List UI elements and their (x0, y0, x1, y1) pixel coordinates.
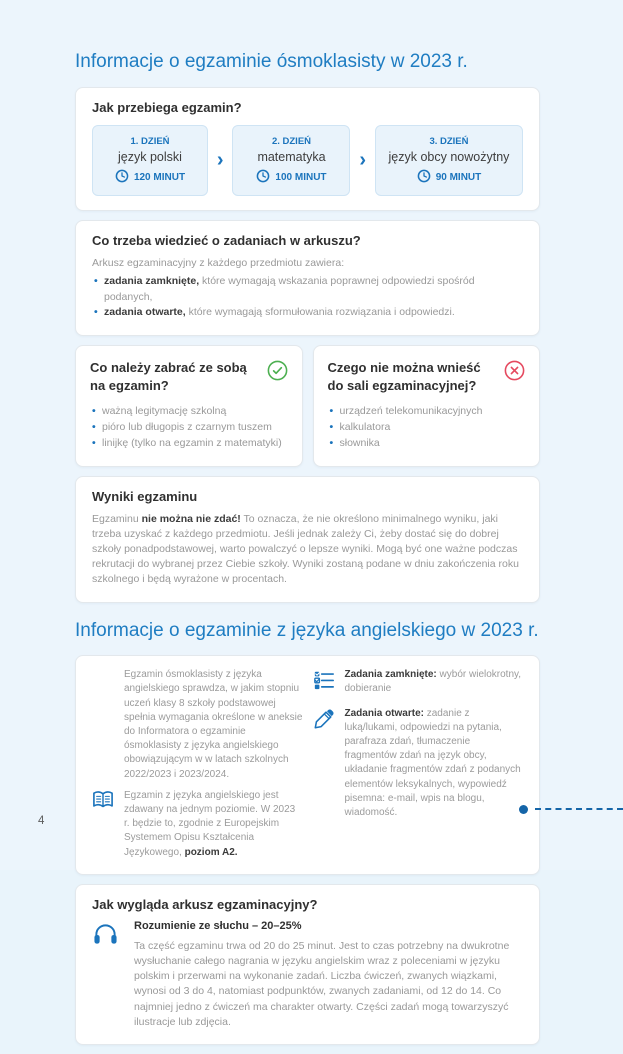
list-item: • zadania otwarte, które wymagają sformułowania rozwiązania i odpowiedzi. (92, 305, 523, 321)
results-paragraph: Egzaminu nie można nie zdać! To oznacza, że nie określono minimalnego wyniku, jaki trzeba uzyskać z każdego przedmiotu. Jeśli jednak zależy Ci, żeby dostać się do dobrej szkoły ponadpodstawowej, warto powalczyć o lepsze wyniki. Mogą być one ważne podczas rekrutacji do wybranej przez Ciebie szkoły. Wyniki zostaną podane w dniu zakończenia roku szkolnego i będą wyrażone w procentach. (92, 512, 519, 586)
bullet-icon: • (92, 421, 96, 433)
card-exam-results (75, 476, 540, 603)
bullet-icon: • (329, 436, 334, 449)
overview-paragraph-1: Egzamin ósmoklasisty z języka angielskiego sprawdza, w jakim stopniu uczeń klasy 8 szkoły podstawowej spełnia wymagania określone w aneksie do Informatora o egzaminie ósmoklasisty z języka angielskiego obowiązującym w w latach szkolnych 2022/2023 i 2023/2024. (124, 669, 303, 780)
list-item: • kalkulatora (328, 420, 526, 436)
decoration-dot (519, 805, 528, 814)
card-exam-sheet (75, 884, 540, 1045)
allowed-forbidden-row (75, 345, 540, 466)
page-number: 4 (38, 815, 45, 827)
tasks-heading: Co trzeba wiedzieć o zadaniach w arkuszu? (92, 232, 361, 248)
day-box-3 (375, 125, 523, 196)
day-box-2 (232, 125, 350, 196)
day-3-duration: 90 MINUT (382, 169, 516, 186)
page-title-english-exam: Informacje o egzaminie z języka angielskiego w 2023 r. (75, 619, 539, 641)
listening-paragraph: Ta część egzaminu trwa od 20 do 25 minut. Jest to czas potrzebny na dwukrotne wysłuchanie całego nagrania w języku angielskim wraz z poleceniami w języku polskim i przerwami na wykonanie zadań. Liczba ćwiczeń, zwanych wiązkami, wynosi od 3 do 4, natomiast podpunktów, zwanych zadaniami, od 12 do 14. Co najmniej jedno z ćwiczeń ma charakter otwarty. Części zadań mogą towarzyszyć ilustracje lub zdjęcia. (134, 939, 510, 1028)
overview-right-column (313, 668, 524, 859)
card-allowed-items (75, 345, 303, 466)
check-circle-icon (267, 360, 288, 381)
day-box-1 (92, 125, 208, 196)
list-item: • urządzeń telekomunikacyjnych (328, 404, 526, 420)
tasks-intro: Arkusz egzaminacyjny z każdego przedmiotu zawiera: (92, 256, 345, 269)
card-forbidden-items (313, 345, 541, 466)
x-circle-icon (504, 360, 525, 381)
allowed-heading: Co należy zabrać ze sobą na egzamin? (90, 360, 247, 393)
schedule-days (92, 125, 523, 196)
checklist-icon (313, 668, 345, 696)
day-1-duration: 120 MINUT (99, 169, 201, 186)
overview-paragraph-2: Egzamin z języka angielskiego jest zdawany na jednym poziomie. W 2023 r. będzie to, zgodnie z Europejskim Systemem Opisu Kształcenia Językowego, poziom A2. (124, 789, 296, 858)
list-item: • pióro lub długopis z czarnym tuszem (90, 420, 288, 436)
card-tasks-info (75, 220, 540, 336)
bullet-icon: • (329, 421, 334, 433)
page-title-exam-info: Informacje o egzaminie ósmoklasisty w 2023 r. (75, 51, 468, 72)
day-3-subject: język obcy nowożytny (388, 149, 510, 164)
bullet-icon: • (94, 274, 98, 287)
day-2-subject: matematyka (257, 149, 326, 164)
sheet-heading: Jak wygląda arkusz egzaminacyjny? (92, 896, 318, 912)
overview-left-column (92, 668, 303, 859)
bullet-icon: • (92, 405, 96, 418)
empty-gutter (92, 668, 124, 782)
chevron-right-icon: › (216, 149, 224, 172)
clock-icon (256, 169, 270, 186)
listening-heading: Rozumienie ze słuchu – 20–25% (134, 919, 302, 932)
schedule-heading: Jak przebiega egzamin? (92, 99, 242, 115)
day-2-duration: 100 MINUT (239, 169, 343, 186)
page-content (75, 0, 540, 1054)
headphones-icon (92, 920, 134, 1030)
tasks-list (92, 274, 523, 321)
card-english-overview (75, 655, 540, 874)
bullet-icon: • (92, 436, 96, 449)
day-1-subject: język polski (118, 149, 182, 164)
bullet-icon: • (329, 405, 334, 418)
card-exam-schedule (75, 87, 540, 211)
open-tasks-text: Zadania otwarte: zadanie z luką/lukami, odpowiedzi na pytania, parafraza zdań, tłumaczenie fragmentów zdań na język obcy, układanie fragmentów zdań z podanych elementów leksykalnych, wypowiedź pisemna: e-mail, wpis na blogu, wiadomość. (344, 707, 521, 818)
list-item: • zadania zamknięte, które wymagają wskazania poprawnej odpowiedzi spośród podanych, (94, 274, 475, 303)
bullet-icon: • (94, 306, 98, 319)
list-item: • linijkę (tylko na egzamin z matematyki) (90, 436, 288, 452)
day-2-label: 2. DZIEŃ (271, 135, 312, 147)
list-item: • słownika (328, 436, 526, 452)
chevron-right-icon: › (359, 149, 367, 172)
pencil-icon (313, 707, 345, 821)
book-icon (92, 789, 124, 860)
allowed-list (90, 404, 288, 451)
forbidden-heading: Czego nie można wnieść do sali egzaminacyjnej? (327, 360, 481, 393)
list-item: • ważną legitymację szkolną (90, 404, 288, 420)
day-3-label: 3. DZIEŃ (429, 135, 469, 147)
closed-tasks-text: Zadania zamknięte: wybór wielokrotny, dobieranie (344, 669, 522, 695)
clock-icon (115, 169, 129, 186)
decoration-dashed-line (535, 808, 623, 810)
day-1-label: 1. DZIEŃ (130, 135, 170, 147)
forbidden-list (328, 404, 526, 451)
clock-icon (417, 169, 431, 186)
results-heading: Wyniki egzaminu (92, 488, 198, 504)
